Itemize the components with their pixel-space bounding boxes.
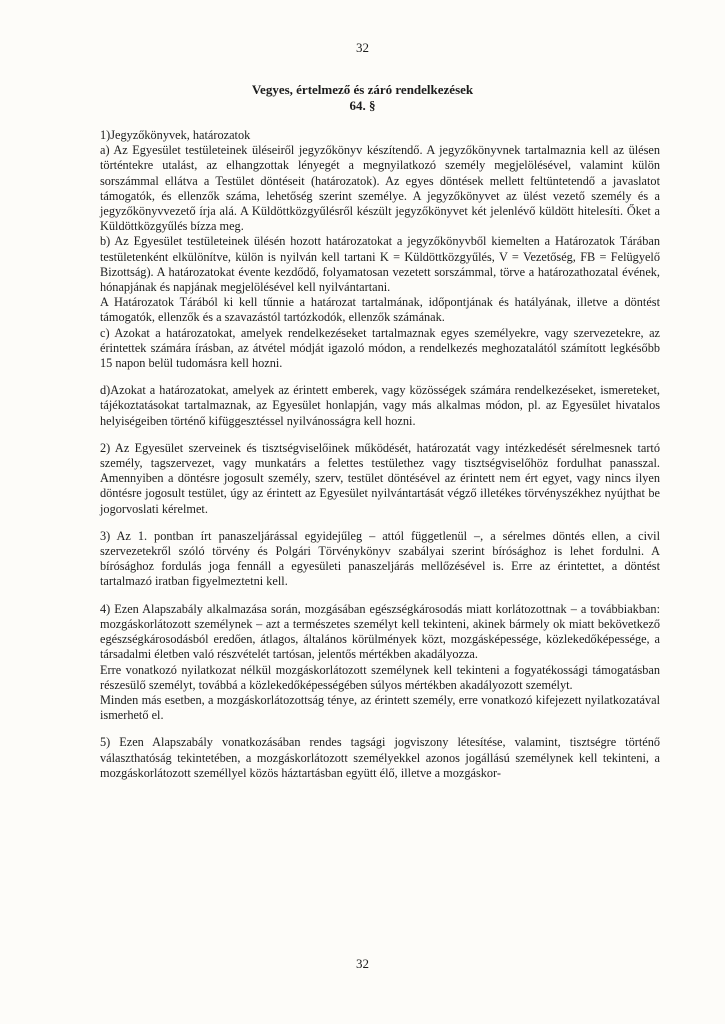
section-heading — [0, 82, 725, 114]
page-number-top: 32 — [356, 40, 369, 55]
paragraph-1a: a) Az Egyesület testületeinek üléseiről jegyzőkönyv készítendő. A jegyzőkönyvnek tartalmaznia kell az ülésen történtekre utalást, az elhangzottak lényegét a megnyilatkozó személy megjelölésével, valamint külön sorszámmal ellátva a Testület döntéseit (határozatok). Az egyes döntések mellett feltüntetendő a javaslatot támogatók, és ellenzők száma, lehetőség szerint személye. A jegyzőkönyvet az ülést vezető személy és a jegyzőkönyvvezető írja alá. A Küldöttközgyűlésről készült jegyzőkönyvet két jelenlévő küldött hitelesíti. Őket a Küldöttközgyűlés bízza meg. — [100, 143, 660, 234]
heading-section-number: 64. § — [349, 98, 376, 113]
paragraph-3: 3) Az 1. pontban írt panaszeljárással egyidejűleg – attól függetlenül –, a sérelmes döntés ellen, a civil szervezetekről szóló törvény és Polgári Törvénykönyv szabályai szerint bírósághoz is lehet fordulni. A bírósághoz fordulás joga fennáll a egyesületi panaszeljárás mellőzésével is. Erre az érintettet, a döntést tartalmazó iratban figyelmeztetni kell. — [100, 528, 660, 589]
paragraph-4: 4) Ezen Alapszabály alkalmazása során, mozgásában egészségkárosodás miatt korlátozottnak – a továbbiakban: mozgáskorlátozott személynek – azt a természetes személyt kell tekinteni, akinek bármely ok miatt bekövetkező egészségkárosodásból eredően, átlagos, általános körülmények közt, mozgásképessége, közlekedőképessége, a társadalmi életben való részvételét tartósan, jelentős mértékben akadályozza. — [100, 601, 660, 662]
paragraph-2: 2) Az Egyesület szerveinek és tisztségviselőinek működését, határozatát vagy intézkedését sérelmesnek tartó személy, tagszervezet, vagy munkatárs a felettes testülethez vagy tisztségviselőhöz fordulhat panasszal. Amennyiben a döntésre jogosult személy, szerv, testület döntésével az érintett nem ért egyet, vagy nincs ilyen döntésre jogosult testület, úgy az érintett az Egyesület nyilvántartását végző illetékes törvényszékhez nyújthat be jogorvoslati kérelmet. — [100, 440, 660, 516]
paragraph-1b: b) Az Egyesület testületeinek ülésén hozott határozatokat a jegyzőkönyvből kiemelten a Határozatok Tárában testületenként elkülönítve, külön is nyilván kell tartani K = Küldöttközgyűlés, V = Vezetőség, FB = Felügyelő Bizottság). A határozatokat évente kezdődő, folyamatosan vezetett sorszámmal, törve a határozathozatal évének, hónapjának és napjának megjelölésével kell nyilvántartani. — [100, 234, 660, 295]
paragraph-1c: c) Azokat a határozatokat, amelyek rendelkezéseket tartalmaznak egyes személyekre, vagy szervezetekre, az érintettek számára írásban, az átvétel módját igazoló módon, a rendelkezés meghozatalától számított legkésőbb 15 napon belül tudomásra kell hozni. — [100, 325, 660, 371]
document-body — [100, 128, 660, 781]
paragraph-4-cont-2: Minden más esetben, a mozgáskorlátozottság ténye, az érintett személy, erre vonatkozó kifejezett nyilatkozatával ismerhető el. — [100, 692, 660, 723]
paragraph-5: 5) Ezen Alapszabály vonatkozásában rendes tagsági jogviszony létesítése, valamint, tisztségre történő választhatóság tekintetében, a mozgáskorlátozott személyekkel azonos jogállású személynek kell tekinteni, a mozgáskorlátozott személlyel közös háztartásban együtt élő, illetve a mozgáskor- — [100, 735, 660, 780]
paragraph-1b-cont: A Határozatok Tárából ki kell tűnnie a határozat tartalmának, időpontjának és hatályának, illetve a döntést támogatók, ellenzők és a szavazástól tartózkodók, ellenzők számának. — [100, 295, 660, 325]
paragraph-1-title: 1)Jegyzőkönyvek, határozatok — [100, 128, 251, 142]
paragraph-4-cont-1: Erre vonatkozó nyilatkozat nélkül mozgáskorlátozott személynek kell tekinteni a fogyatékossági támogatásban részesülő személyt, továbbá a közlekedőképességében súlyos mértékben akadályozott személyt. — [100, 662, 660, 692]
page-number-bottom: 32 — [356, 956, 369, 971]
paragraph-1d: d)Azokat a határozatokat, amelyek az érintett emberek, vagy közösségek számára rendelkezéseket, ismereteket, tájékoztatásokat tartalmaznak, az Egyesület honlapján, vagy más alkalmas módon, pl. az Egyesület hivatalos helyiségeiben történő kifüggesztéssel nyilvánosságra kell hozni. — [100, 383, 660, 428]
heading-title: Vegyes, értelmező és záró rendelkezések — [251, 82, 474, 97]
